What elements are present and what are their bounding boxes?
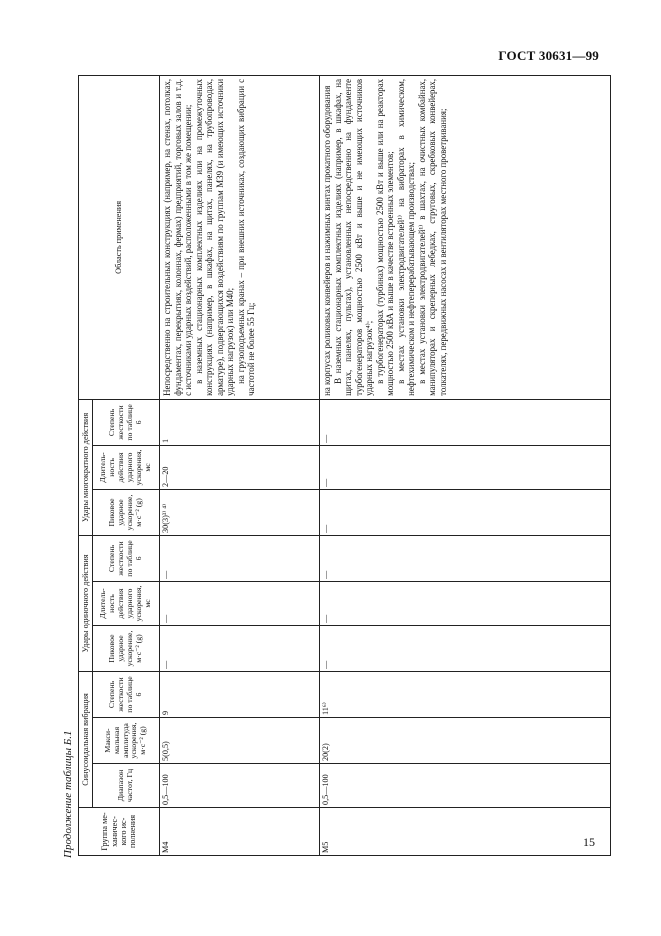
header-freq-range: Диапазон частот, Гц — [93, 764, 160, 808]
cell-single-duration: — — [160, 581, 320, 625]
cell-multi-peak: — — [320, 489, 611, 535]
area-paragraph: Непосредственно на строительных конструкциях (например, на стенах, потолках, фундаментах, перекрытиях, колоннах, фермах) предприятий, торговых залов и т.д. с источниками ударных воздействий, расположенными в том же помещении; — [162, 78, 193, 396]
cell-single-duration: — — [320, 581, 611, 625]
cell-multi-duration: 2—20 — [160, 445, 320, 489]
header-single-severity: Степень жесткости по таблице 6 — [93, 535, 160, 581]
cell-application-area — [320, 75, 611, 399]
page-number: 15 — [583, 835, 595, 849]
header-sinus-vibration: Синусоидальная вибрация — [79, 671, 93, 807]
area-paragraph: на корпусах роликовых конвейеров и нажимных винтах прокатного оборудования — [322, 85, 332, 396]
cell-multi-peak: 30(3)³⁾ ⁴⁾ — [160, 489, 320, 535]
header-group: Группа ме-ханичес-кого ис-полнения — [79, 808, 160, 856]
area-paragraph: в наземных стационарных комплектных изделиях или на промежуточных конструкциях (например, в шкафах, на щитах, панелях, на трубопроводах, арматуре), подвергающихся воздействиям по группам М39 (и имеющих источники ударных нагрузок) или М40; — [193, 78, 235, 396]
cell-sin-deg: 9 — [160, 671, 320, 717]
cell-group: M4 — [160, 808, 320, 856]
cell-single-peak: — — [320, 625, 611, 671]
header-severity-sinus: Степень жесткости по таблице 6 — [93, 671, 160, 717]
document-id: ГОСТ 30631—99 — [498, 48, 599, 63]
header-application-area: Область применения — [79, 75, 160, 399]
header-max-amplitude: Макси-мальная амплитуда ускорения, м·с⁻² (g) — [93, 718, 160, 764]
cell-sin-deg: 11⁶⁾ — [320, 671, 611, 717]
rotated-table-wrapper — [78, 76, 596, 856]
table-row — [160, 75, 320, 855]
cell-single-severity: — — [160, 535, 320, 581]
header-multiple-shocks: Удары многократного действия — [79, 399, 93, 535]
mechanical-groups-table — [78, 75, 611, 856]
cell-application-area — [160, 75, 320, 399]
cell-sin-range: 0,5—100 — [320, 764, 611, 808]
area-paragraph: В наземных стационарных комплектных изделиях (например, в шкафах, на щитах, панелях, пультах), установленных непосредственно на фундаменте турбогенераторов мощностью 2500 кВт и выше и не имеющих источников ударных нагрузок⁴⁾; — [332, 78, 374, 396]
cell-single-severity: — — [320, 535, 611, 581]
header-single-duration: Длитель-ность действия ударного ускорения, мс — [93, 581, 160, 625]
area-paragraph: в местах установки электродвигателей¹⁾ в шахтах, на очистных комбайнах, манипуляторах и скреперных лебедках, струговых, скребковых конвейерах, толкателях, передвижных насосах и вентиляторах местного проветривания; — [416, 78, 448, 396]
header-single-shocks: Удары одиночного действия — [79, 535, 93, 671]
header-multi-severity: Степень жесткости по таблице 6 — [93, 399, 160, 445]
header-multi-duration: Длитель-ность действия ударного ускорения, мс — [93, 445, 160, 489]
cell-sin-range: 0,5—100 — [160, 764, 320, 808]
table-row — [320, 75, 611, 855]
cell-sin-amp: 20(2) — [320, 718, 611, 764]
cell-multi-duration: — — [320, 445, 611, 489]
cell-multi-severity: — — [320, 399, 611, 445]
header-multi-peak: Пиковое ударное ускорение, м·с⁻² (g) — [93, 489, 160, 535]
cell-sin-amp: 5(0,5) — [160, 718, 320, 764]
area-paragraph: в местах установки электродвигателей¹⁾ на вибраторах в химическом, нефтехимическом и нефтеперерабатывающем производствах; — [395, 78, 416, 396]
header-single-peak: Пиковое ударное ускорение, м·с⁻² (g) — [93, 625, 160, 671]
cell-single-peak: — — [160, 625, 320, 671]
cell-multi-severity: 1 — [160, 399, 320, 445]
area-paragraph: на грузоподъемных кранах – при внешних источниках, создающих вибрации с частотой не более 55 Гц; — [235, 78, 256, 396]
table-caption: Продолжение таблицы Б.1 — [62, 730, 74, 858]
area-paragraph: в турбогенераторах (турбинах) мощностью 2500 кВт и выше или на реакторах мощностью 2500 кВА и выше в качестве встроенных элементов; — [374, 78, 395, 396]
cell-group: M5 — [320, 808, 611, 856]
